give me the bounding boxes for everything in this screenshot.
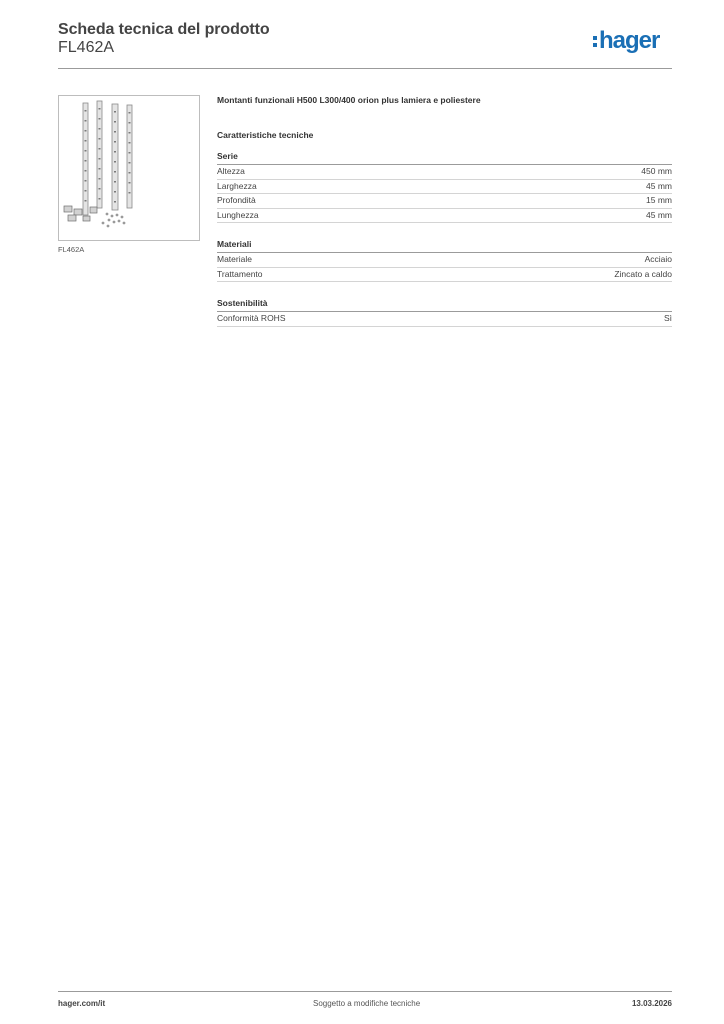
spec-label: Larghezza	[217, 180, 257, 191]
spec-group-serie	[217, 151, 672, 223]
spec-value: 15 mm	[646, 195, 672, 205]
hager-logo[interactable]	[593, 29, 659, 53]
spec-group-materiali	[217, 239, 672, 282]
footer-divider	[58, 991, 672, 992]
spec-label: Trattamento	[217, 268, 263, 279]
logo-text: hager	[599, 27, 660, 54]
spec-row	[217, 165, 672, 180]
footer-website-link[interactable]: hager.com/it	[58, 999, 106, 1008]
product-photo-icon	[59, 96, 199, 240]
spec-value: Zincato a caldo	[614, 268, 672, 279]
product-description: Montanti funzionali H500 L300/400 orion plus lamiera e poliestere	[217, 95, 481, 105]
tech-specs-heading: Caratteristiche tecniche	[217, 130, 314, 140]
spec-value: 450 mm	[641, 166, 672, 176]
image-caption: FL462A	[58, 245, 85, 254]
spec-row	[217, 312, 672, 327]
product-code: FL462A	[58, 39, 115, 56]
spec-value: Sì	[663, 313, 672, 323]
page-title: Scheda tecnica del prodotto	[58, 21, 270, 38]
spec-content	[217, 95, 672, 327]
spec-label: Materiale	[217, 254, 252, 264]
spec-label: Altezza	[217, 166, 245, 176]
footer-note: Soggetto a modifiche tecniche	[313, 999, 421, 1008]
group-title: Serie	[217, 151, 672, 165]
header-divider	[58, 68, 672, 69]
spec-label: Lunghezza	[217, 209, 259, 220]
spec-row	[217, 253, 672, 268]
spec-row	[217, 180, 672, 195]
footer-date: 13.03.2026	[631, 999, 672, 1008]
spec-value: 45 mm	[646, 209, 672, 220]
spec-value: Acciaio	[644, 254, 672, 264]
group-title: Sostenibilità	[217, 298, 672, 312]
spec-group-sostenibilita	[217, 298, 672, 327]
spec-row	[217, 194, 672, 209]
logo-dots-icon	[593, 36, 597, 47]
spec-value: 45 mm	[646, 180, 672, 191]
spec-row	[217, 268, 672, 283]
product-image	[58, 95, 200, 241]
spec-label: Conformità ROHS	[217, 313, 286, 323]
spec-row	[217, 209, 672, 224]
group-title: Materiali	[217, 239, 672, 253]
spec-label: Profondità	[217, 195, 256, 205]
